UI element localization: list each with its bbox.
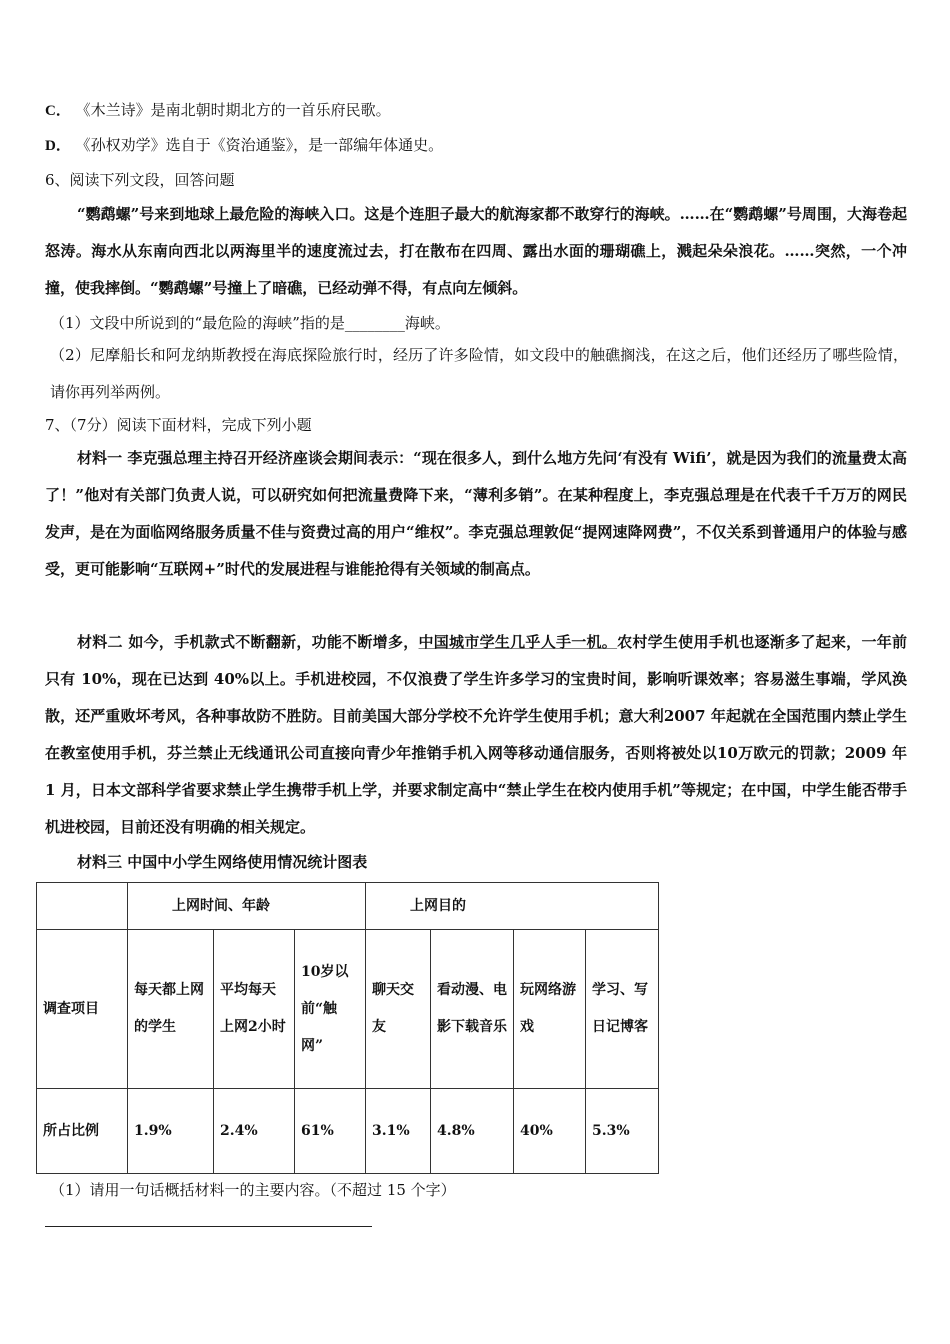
table-cell: 10岁以前“触网” [295,930,366,1089]
table-group-header: 上网目的 [366,883,659,930]
material-2-body: 农村学生使用手机也逐渐多了起来，一年前只有 10%，现在已达到 40%以上。手机进校园，不仅浪费了学生许多学习的宝贵时间，影响听课效率；容易滋生事端，学风涣散，还严重败坏考风，各种事故防不胜防。目前美国大部分学校不允许学生使用手机；意大利2007 年起就在全国范围内禁止学生在教室使用手机，芬兰禁止无线通讯公司直接向青少年推销手机入网等移动通信服务，否则将被处以10万欧元的罚款；2009 年 1 月，日本文部科学省要求禁止学生携带手机上学，并要求制定高中“禁止学生在校内使用手机”等规定；在中国，中学生能否带手机进校园，目前还没有明确的相关规定。 [45,633,907,836]
answer-blank[interactable]: ________ [344,314,405,332]
table-cell: 聊天交友 [366,930,431,1089]
option-letter: C． [45,103,71,119]
table-cell: 1.9% [128,1089,214,1174]
option-c [45,100,391,121]
question-6-passage: “鹦鹉螺”号来到地球上最危险的海峡入口。这是个连胆子最大的航海家都不敢穿行的海峡。……在“鹦鹉螺”号周围，大海卷起怒涛。海水从东南向西北以两海里半的速度流过去，打在散布在四周、露出水面的珊瑚礁上，溅起朵朵浪花。……突然，一个冲撞，使我摔倒。“鹦鹉螺”号撞上了暗礁，已经动弹不得，有点向左倾斜。 [45,205,907,297]
table-cell: 4.8% [431,1089,514,1174]
table-cell: 学习、写日记博客 [586,930,659,1089]
table-row-ratio [37,1089,659,1174]
question-6-sub1 [50,313,450,333]
table-cell: 玩网络游戏 [514,930,586,1089]
table-cell: 每天都上网的学生 [128,930,214,1089]
table-row-items [37,930,659,1089]
sub1-prompt: （1）文段中所说到的“最危险的海峡”指的是 [50,314,345,332]
option-d [45,135,443,156]
material-2-underlined: 中国城市学生几乎人手一机。 [418,633,618,651]
table-cell: 61% [295,1089,366,1174]
question-7-title: 7、（7分）阅读下面材料，完成下列小题 [45,416,312,434]
table-cell: 3.1% [366,1089,431,1174]
material-3-title: 材料三 中国中小学生网络使用情况统计图表 [77,853,368,871]
question-6-title: 6、阅读下列文段，回答问题 [45,171,235,189]
material-2-intro: 材料二 如今，手机款式不断翻新，功能不断增多， [77,633,419,651]
option-text: 《木兰诗》是南北朝时期北方的一首乐府民歌。 [75,101,391,119]
stats-table [36,882,659,1174]
question-6-sub2: （2）尼摩船长和阿龙纳斯教授在海底探险旅行时，经历了许多险情，如文段中的触礁搁浅，在这之后，他们还经历了哪些险情，请你再列举两例。 [50,346,908,401]
table-row-label: 调查项目 [37,930,128,1089]
sub1-suffix: 海峡。 [404,314,450,332]
table-group-header: 上网时间、年龄 [128,883,366,930]
material-1: 材料一 李克强总理主持召开经济座谈会期间表示：“现在很多人，到什么地方先问‘有没有 Wifi’，就是因为我们的流量费太高了！”他对有关部门负责人说，可以研究如何把流量费降下来，“薄利多销”。在某种程度上，李克强总理是在代表千千万万的网民发声，是在为面临网络服务质量不佳与资费过高的用户“维权”。李克强总理敦促“提网速降网费”，不仅关系到普通用户的体验与感受，更可能影响“互联网+”时代的发展进程与谁能抢得有关领域的制高点。 [45,449,907,578]
answer-line[interactable] [45,1226,372,1227]
table-cell: 40% [514,1089,586,1174]
option-text: 《孙权劝学》选自于《资治通鉴》，是一部编年体通史。 [75,136,444,154]
table-row-label: 所占比例 [37,1089,128,1174]
table-cell: 平均每天上网2小时 [214,930,295,1089]
table-header-blank [37,883,128,930]
table-header-row [37,883,659,930]
table-cell: 5.3% [586,1089,659,1174]
material-2 [45,624,907,846]
option-letter: D． [45,138,71,154]
table-cell: 2.4% [214,1089,295,1174]
table-cell: 看动漫、电影下载音乐 [431,930,514,1089]
question-7-sub1: （1）请用一句话概括材料一的主要内容。（不超过 15 个字） [50,1181,456,1199]
